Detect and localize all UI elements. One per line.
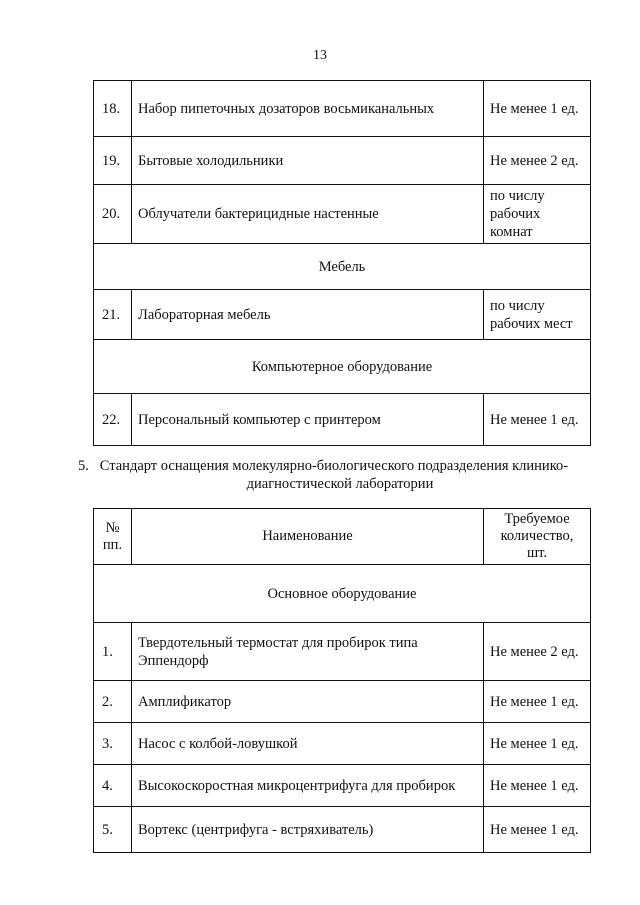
section-row [94, 244, 591, 290]
equipment-table-continued [93, 80, 591, 446]
table-row [94, 137, 591, 185]
item-quantity: Не менее 1 ед. [484, 765, 591, 807]
row-number: 21. [94, 290, 132, 340]
item-name: Персональный компьютер с принтером [132, 394, 484, 446]
section-row [94, 340, 591, 394]
item-quantity: Не менее 2 ед. [484, 623, 591, 681]
row-number: 3. [94, 723, 132, 765]
item-name: Высокоскоростная микроцентрифуга для пробирок [132, 765, 484, 807]
section-number: 5. [78, 458, 89, 474]
table-row [94, 185, 591, 244]
item-quantity: Не менее 1 ед. [484, 681, 591, 723]
item-name: Насос с колбой-ловушкой [132, 723, 484, 765]
row-number: 20. [94, 185, 132, 244]
section-title-part2: диагностической лаборатории [246, 476, 434, 492]
table-row [94, 394, 591, 446]
header-name: Наименование [132, 509, 484, 565]
item-quantity: по числу рабочих мест [484, 290, 591, 340]
table-header-row [94, 509, 591, 565]
row-number: 1. [94, 623, 132, 681]
table-row [94, 623, 591, 681]
table-row [94, 723, 591, 765]
section-row [94, 565, 591, 623]
item-quantity: по числу рабочих комнат [484, 185, 591, 244]
page-number: 13 [313, 48, 327, 63]
table-row [94, 290, 591, 340]
item-quantity: Не менее 1 ед. [484, 394, 591, 446]
item-name: Набор пипеточных дозаторов восьмиканальных [132, 81, 484, 137]
row-number: 2. [94, 681, 132, 723]
item-name: Амплификатор [132, 681, 484, 723]
table-row [94, 807, 591, 853]
section-label: Основное оборудование [94, 565, 591, 623]
row-number: 18. [94, 81, 132, 137]
section-label: Мебель [94, 244, 591, 290]
equipment-table-section5 [93, 508, 591, 853]
row-number: 5. [94, 807, 132, 853]
item-name: Вортекс (центрифуга - встряхиватель) [132, 807, 484, 853]
table-row [94, 765, 591, 807]
header-quantity: Требуемое количество, шт. [484, 509, 591, 565]
item-quantity: Не менее 1 ед. [484, 807, 591, 853]
header-number: № пп. [94, 509, 132, 565]
row-number: 22. [94, 394, 132, 446]
section-heading [70, 457, 610, 493]
item-quantity: Не менее 1 ед. [484, 81, 591, 137]
row-number: 4. [94, 765, 132, 807]
item-name: Облучатели бактерицидные настенные [132, 185, 484, 244]
section-heading-line1 [70, 457, 610, 475]
section-label: Компьютерное оборудование [94, 340, 591, 394]
item-quantity: Не менее 1 ед. [484, 723, 591, 765]
row-number: 19. [94, 137, 132, 185]
table-row [94, 681, 591, 723]
item-name: Бытовые холодильники [132, 137, 484, 185]
section-title-part1: Стандарт оснащения молекулярно-биологического подразделения клинико- [99, 458, 569, 474]
table-row [94, 81, 591, 137]
item-name: Твердотельный термостат для пробирок типа Эппендорф [132, 623, 484, 681]
item-quantity: Не менее 2 ед. [484, 137, 591, 185]
item-name: Лабораторная мебель [132, 290, 484, 340]
